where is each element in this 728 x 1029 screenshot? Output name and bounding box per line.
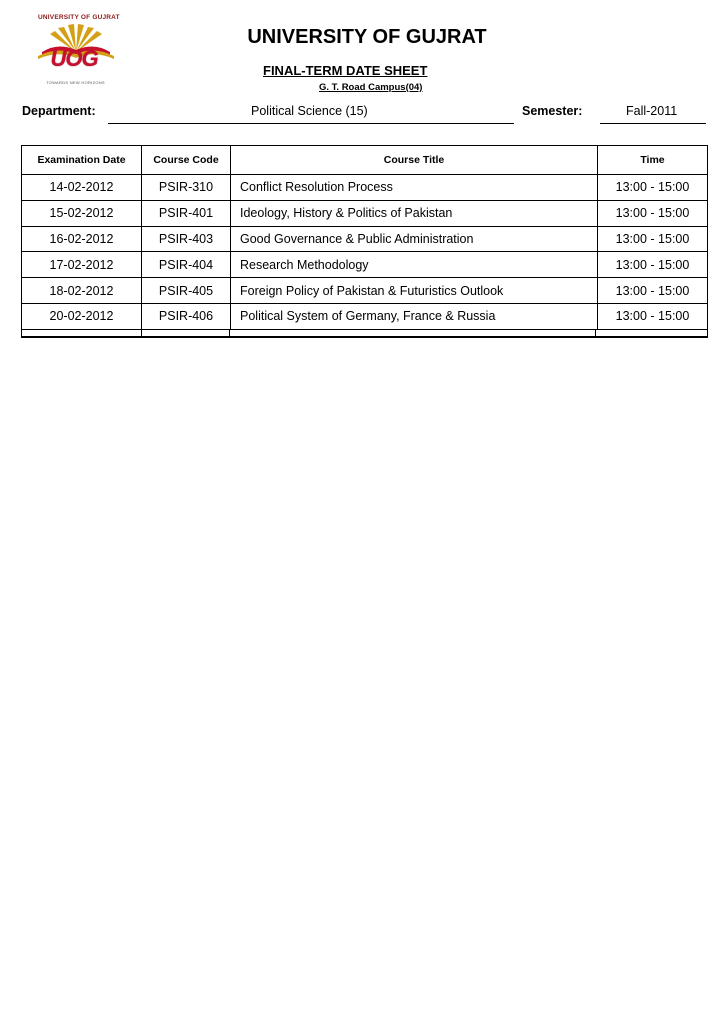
exam-date-cell: 20-02-2012 bbox=[22, 303, 142, 328]
table-row bbox=[22, 278, 707, 304]
course-title-cell: Foreign Policy of Pakistan & Futuristics Outlook bbox=[231, 278, 598, 304]
header-course-code: Course Code bbox=[142, 146, 231, 175]
department-label: Department: bbox=[22, 104, 96, 118]
time-cell: 13:00 - 15:00 bbox=[598, 278, 708, 304]
course-code-cell: PSIR-405 bbox=[142, 278, 231, 304]
course-title-cell: Ideology, History & Politics of Pakistan bbox=[231, 200, 598, 226]
date-sheet-table bbox=[21, 145, 708, 338]
course-code-cell: PSIR-406 bbox=[142, 303, 231, 328]
time-cell: 13:00 - 15:00 bbox=[615, 309, 690, 324]
table-row bbox=[22, 200, 707, 226]
header-examination-date: Examination Date bbox=[22, 146, 142, 175]
course-title-cell: Research Methodology bbox=[231, 252, 598, 278]
table-row bbox=[22, 252, 707, 278]
semester-underline bbox=[600, 123, 706, 124]
time-cell: 13:00 - 15:00 bbox=[598, 252, 708, 278]
course-title-cell: Good Governance & Public Administration bbox=[231, 226, 598, 252]
table-header-row bbox=[22, 146, 707, 175]
exam-date-cell: 17-02-2012 bbox=[22, 252, 142, 278]
logo-top-text: UNIVERSITY OF GUJRAT bbox=[38, 14, 120, 21]
course-code-cell: PSIR-310 bbox=[142, 175, 231, 201]
university-title: UNIVERSITY OF GUJRAT bbox=[247, 26, 487, 48]
course-code-cell: PSIR-401 bbox=[142, 200, 231, 226]
semester-value: Fall-2011 bbox=[626, 104, 678, 118]
table-row bbox=[22, 303, 707, 328]
course-code-cell: PSIR-404 bbox=[142, 252, 231, 278]
time-cell: 13:00 - 15:00 bbox=[598, 226, 708, 252]
table-row bbox=[22, 175, 707, 201]
header-time: Time bbox=[598, 146, 708, 175]
exam-date-cell: 16-02-2012 bbox=[22, 226, 142, 252]
logo-letters: UOG bbox=[50, 46, 98, 71]
exam-date-cell: 14-02-2012 bbox=[22, 175, 142, 201]
exam-date-cell: 15-02-2012 bbox=[22, 200, 142, 226]
department-value: Political Science (15) bbox=[251, 104, 368, 118]
department-underline bbox=[108, 123, 514, 124]
date-sheet-title: FINAL-TERM DATE SHEET bbox=[263, 63, 428, 78]
course-title-cell: Conflict Resolution Process bbox=[231, 175, 598, 201]
course-code-cell: PSIR-403 bbox=[142, 226, 231, 252]
exam-date-cell: 18-02-2012 bbox=[22, 278, 142, 304]
table-footer-strip bbox=[22, 329, 707, 336]
course-title-cell: Political System of Germany, France & Russia bbox=[231, 303, 598, 328]
header-course-title: Course Title bbox=[231, 146, 598, 175]
table-row bbox=[22, 226, 707, 252]
time-cell: 13:00 - 15:00 bbox=[598, 200, 708, 226]
logo-tagline: TOWARDS NEW HORIZONS bbox=[46, 80, 105, 85]
time-cell: 13:00 - 15:00 bbox=[598, 175, 708, 201]
semester-label: Semester: bbox=[522, 104, 583, 118]
campus-name: G. T. Road Campus(04) bbox=[319, 82, 423, 93]
